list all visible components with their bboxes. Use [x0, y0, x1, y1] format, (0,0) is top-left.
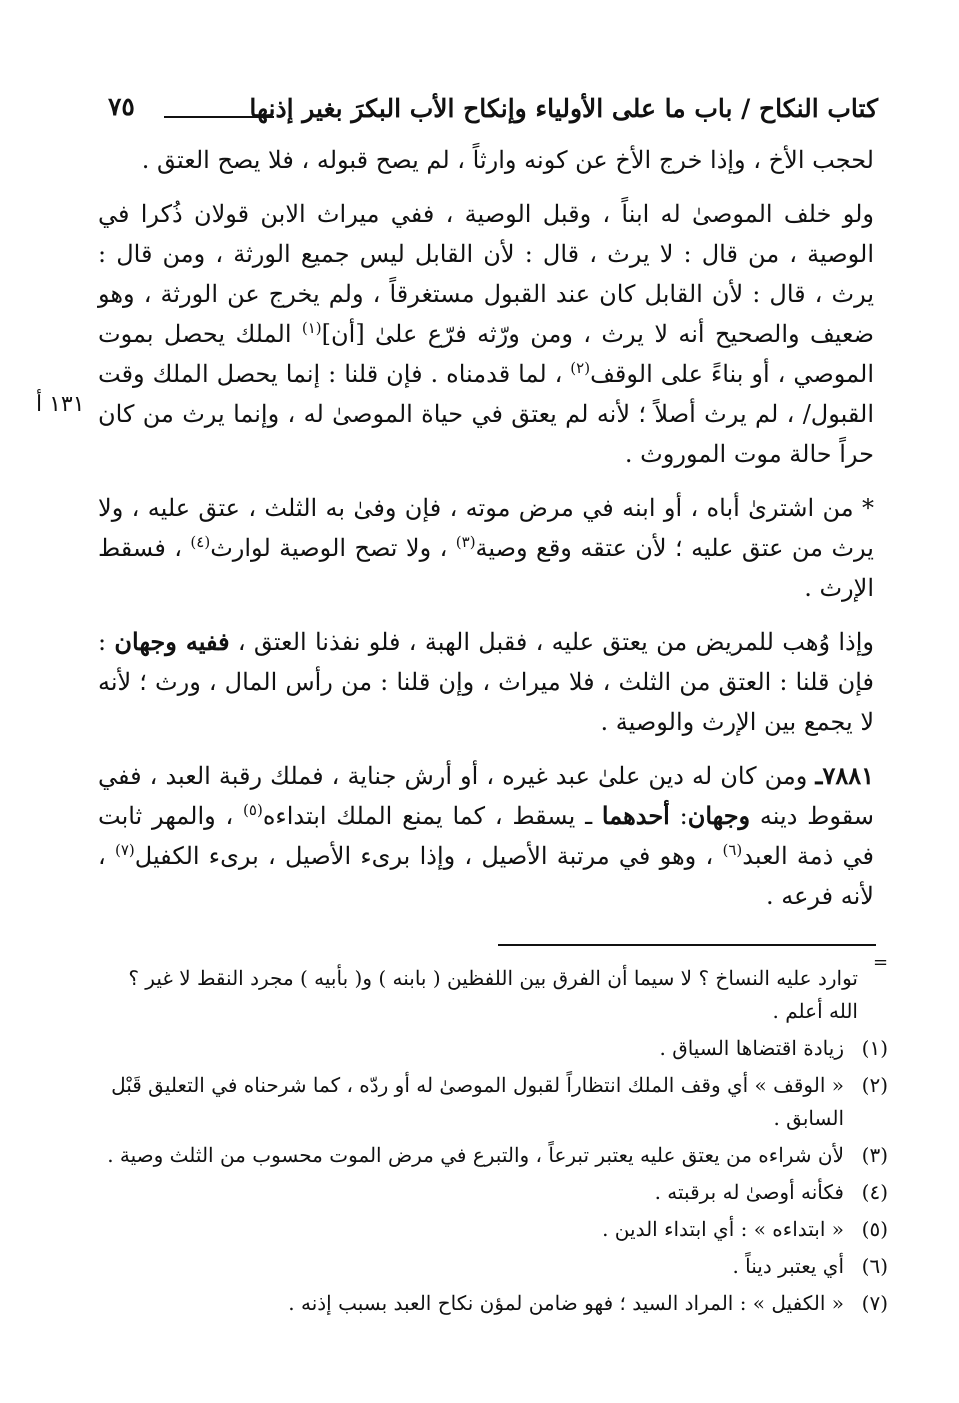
text-run: ولو خلف الموصىٰ له ابناً ، وقبل الوصية ، ففي ميراث الابن قولان ذُكرا في الوصية ، من قال : لا يرث ، قال : لأن القابل ليس جميع الورثة ، ومن قال : يرث ، قال : لأن القابل كان عند القبول مستغرقاً ، ولم يخرج عن الورثة ، وهو ضعيف والصحيح أنه لا يرث ، ومن ورّثه فرّع علىٰ [أن] [98, 200, 875, 348]
text-run: * من اشترىٰ أباه ، أو ابنه في مرض موته ، فإن وفىٰ به الثلث ، عتق عليه ، ولا يرث من عتق عليه ؛ لأن عتقه وقع وصية [98, 494, 874, 562]
text-run: ، لما قدمناه . فإن قلنا : إنما يحصل الملك وقت القبول/ ، لم يرث أصلاً ؛ لأنه لم يعتق في حياة الموصىٰ له ، وإنما يرث من كان حراً حالة موت الموروث . [98, 360, 874, 468]
bold-term: ففيه وجهان [114, 627, 230, 656]
footnote-ref: (٦) [722, 841, 743, 859]
footnote-ref: (١) [301, 319, 322, 337]
footnote-number: (٦) [861, 1254, 888, 1278]
text-run: ، فسقط الإرث . [98, 534, 874, 602]
footnote-text: زيادة اقتضاها السياق . [659, 1036, 844, 1060]
footnote-item [98, 1032, 888, 1065]
footnote-item [98, 1250, 888, 1283]
text-run: ، ولا تصح الوصية لوارث [210, 534, 456, 562]
paragraph-5 [98, 756, 874, 916]
main-text [98, 140, 874, 916]
footnote-ref: (٥) [243, 801, 263, 819]
footnote-continuation: توارد عليه النساخ ؟ لا سيما أن الفرق بين اللفظين ( بابنه ) و( بأبيه ) مجرد النقط لا غير ؟ الله أعلم . [128, 966, 858, 1023]
footnote-ref: (٤) [190, 533, 211, 551]
bold-term: وجهان [687, 801, 751, 830]
paragraph-1 [98, 140, 874, 180]
footnote-item [98, 1176, 888, 1209]
footnote-number: (٢) [861, 1073, 888, 1097]
footnote-ref: (٣) [455, 533, 476, 551]
footnote-number: (٤) [861, 1180, 888, 1204]
footnote-text: أي يعتبر ديناً . [732, 1254, 844, 1278]
text-run: لحجب الأخ ، وإذا خرج الأخ عن كونه وارثاً ، لم يصح قبوله ، فلا يصح العتق . [141, 146, 874, 174]
footnote-number: (٥) [861, 1217, 888, 1241]
text-run: : فإن قلنا : العتق من الثلث ، فلا ميراث ، وإن قلنا : من رأس المال ، ورث ؛ لأنه لا يجمع بين الإرث والوصية . [98, 628, 874, 736]
footnotes [98, 962, 888, 1324]
footnote-text: « ابتداءه » : أي ابتداء الدين . [602, 1217, 844, 1241]
text-run: ، والمهر ثابت في ذمة العبد [98, 802, 874, 870]
text-run: ، وهو في مرتبة الأصيل ، وإذا برىء الأصيل ، برىء الكفيل [134, 842, 723, 870]
running-title: كتاب النكاح / باب ما على الأولياء وإنكاح الأب البكرَ بغير إذنها [249, 94, 878, 123]
paragraph-2 [98, 194, 874, 474]
footnote-number: (١) [861, 1036, 888, 1060]
text-run: ـ يسقط ، كما يمنع الملك ابتداءه [262, 802, 602, 830]
footnote-item [98, 1213, 888, 1246]
paragraph-4 [98, 622, 874, 742]
header-rule [164, 116, 274, 118]
footnote-item [98, 1139, 888, 1172]
text-run: : [669, 802, 688, 830]
manuscript-folio-note: ١٣١ أ [36, 392, 85, 417]
text-run: الملك يحصل بموت الموصي ، أو بناءً على الوقف [98, 320, 874, 388]
text-run: وإذا وُهب للمريض من يعتق عليه ، فقبل الهبة ، فلو نفذنا العتق ، [229, 628, 874, 656]
footnote-text: لأن شراءه من يعتق عليه يعتبر تبرعاً ، والتبرع في مرض الموت محسوب من الثلث وصية . [107, 1143, 844, 1167]
footnote-ref: (٧) [114, 841, 135, 859]
bold-term: أحدهما [601, 801, 670, 830]
issue-number: ٧٨٨١ـ [815, 761, 874, 790]
footnote-continuation-mark: = [873, 952, 889, 973]
text-run: ومن كان له دين علىٰ عبد غيره ، أو أرش جناية ، فملك رقبة العبد ، ففي سقوط دينه [98, 762, 875, 830]
footnote-text: « الكفيل » : المراد السيد ؛ فهو ضامن لمؤن نكاح العبد بسبب إذنه . [288, 1291, 844, 1315]
footnote-number: (٣) [861, 1143, 888, 1167]
footnote-text: فكأنه أوصىٰ له برقبته . [654, 1180, 844, 1204]
footnote-item [98, 1287, 888, 1320]
footnote-number: (٧) [861, 1291, 888, 1315]
footnote-item [98, 1069, 888, 1135]
page-header [108, 88, 878, 136]
paragraph-3 [98, 488, 874, 608]
footnote-ref: (٢) [570, 359, 591, 377]
footnote-text: « الوقف » أي وقف الملك انتظاراً لقبول الموصىٰ له أو ردّه ، كما شرحناه في التعليق قَبْل السابق . [111, 1073, 844, 1130]
page-number: ٧٥ [108, 92, 135, 121]
text-run: ، لأنه فرعه . [98, 842, 874, 910]
footnote-separator [498, 944, 876, 946]
